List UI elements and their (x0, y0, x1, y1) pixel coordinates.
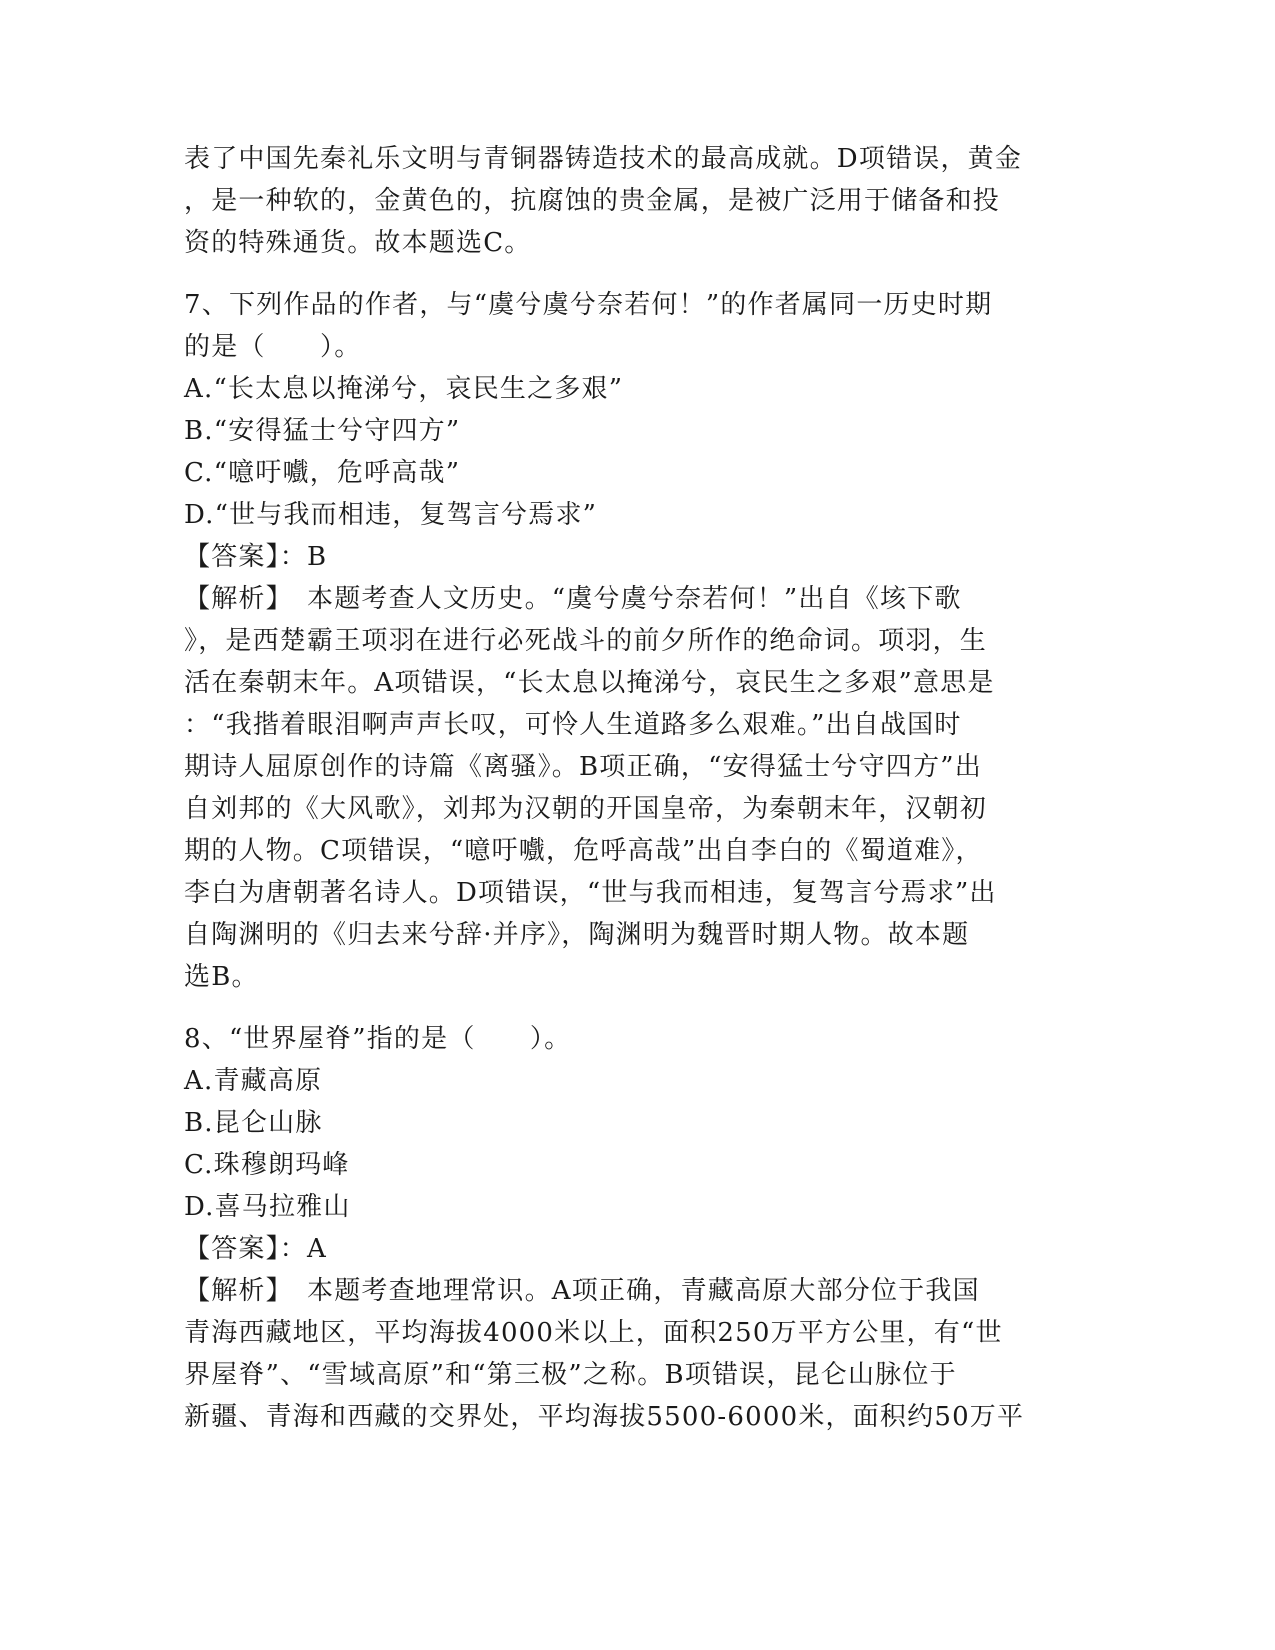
question-7-analysis-line: 选B。 (184, 962, 259, 992)
question-8-analysis-line: 界屋脊”、“雪域高原”和“第三极”之称。B项错误，昆仑山脉位于 (184, 1360, 957, 1390)
question-8-option-a: A.青藏高原 (184, 1066, 323, 1096)
paragraph-line: 表了中国先秦礼乐文明与青铜器铸造技术的最高成就。D项错误，黄金 (184, 144, 1023, 174)
question-7-analysis-line: 【解析】 本题考查人文历史。“虞兮虞兮奈若何！”出自《垓下歌 (184, 584, 962, 614)
question-7-analysis-line: 》，是西楚霸王项羽在进行必死战斗的前夕所作的绝命词。项羽，生 (184, 626, 988, 656)
question-7-option-c: C.“噫吁嚱，危呼高哉” (184, 458, 461, 488)
question-7-analysis-line: 自刘邦的《大风歌》，刘邦为汉朝的开国皇帝，为秦朝末年，汉朝初 (184, 794, 988, 824)
question-7-stem: 7、下列作品的作者，与“虞兮虞兮奈若何！”的作者属同一历史时期 (184, 290, 993, 320)
question-8-option-b: B.昆仑山脉 (184, 1108, 323, 1138)
question-7-analysis-line: 期的人物。C项错误，“噫吁嚱，危呼高哉”出自李白的《蜀道难》， (184, 836, 983, 866)
question-8-analysis-line: 青海西藏地区，平均海拔4000米以上，面积250万平方公里，有“世 (184, 1318, 1003, 1348)
question-8-analysis-line: 【解析】 本题考查地理常识。A项正确，青藏高原大部分位于我国 (184, 1276, 980, 1306)
question-7-analysis-line: 自陶渊明的《归去来兮辞·并序》，陶渊明为魏晋时期人物。故本题 (184, 920, 970, 950)
question-7-option-a: A.“长太息以掩涕兮，哀民生之多艰” (184, 374, 624, 404)
question-8-option-c: C.珠穆朗玛峰 (184, 1150, 350, 1180)
question-8-option-d: D.喜马拉雅山 (184, 1192, 351, 1222)
question-8-answer: 【答案】：A (184, 1234, 327, 1264)
paragraph-line: ，是一种软的，金黄色的，抗腐蚀的贵金属，是被广泛用于储备和投 (184, 186, 1001, 216)
question-7-stem: 的是（ ）。 (184, 332, 362, 362)
question-7-analysis-line: 期诗人屈原创作的诗篇《离骚》。B项正确，“安得猛士兮守四方”出 (184, 752, 982, 782)
question-8-analysis-line: 新疆、青海和西藏的交界处，平均海拔5500-6000米，面积约50万平 (184, 1402, 1025, 1432)
question-7-option-d: D.“世与我而相违，复驾言兮焉求” (184, 500, 598, 530)
question-7-analysis-line: ：“我揩着眼泪啊声声长叹，可怜人生道路多么艰难。”出自战国时 (184, 710, 962, 740)
question-7-option-b: B.“安得猛士兮守四方” (184, 416, 461, 446)
paragraph-line: 资的特殊通货。故本题选C。 (184, 228, 532, 258)
question-8-stem: 8、“世界屋脊”指的是（ ）。 (184, 1024, 572, 1054)
question-7-analysis-line: 活在秦朝末年。A项错误，“长太息以掩涕兮，哀民生之多艰”意思是 (184, 668, 995, 698)
question-7-answer: 【答案】：B (184, 542, 328, 572)
question-7-analysis-line: 李白为唐朝著名诗人。D项错误，“世与我而相违，复驾言兮焉求”出 (184, 878, 997, 908)
